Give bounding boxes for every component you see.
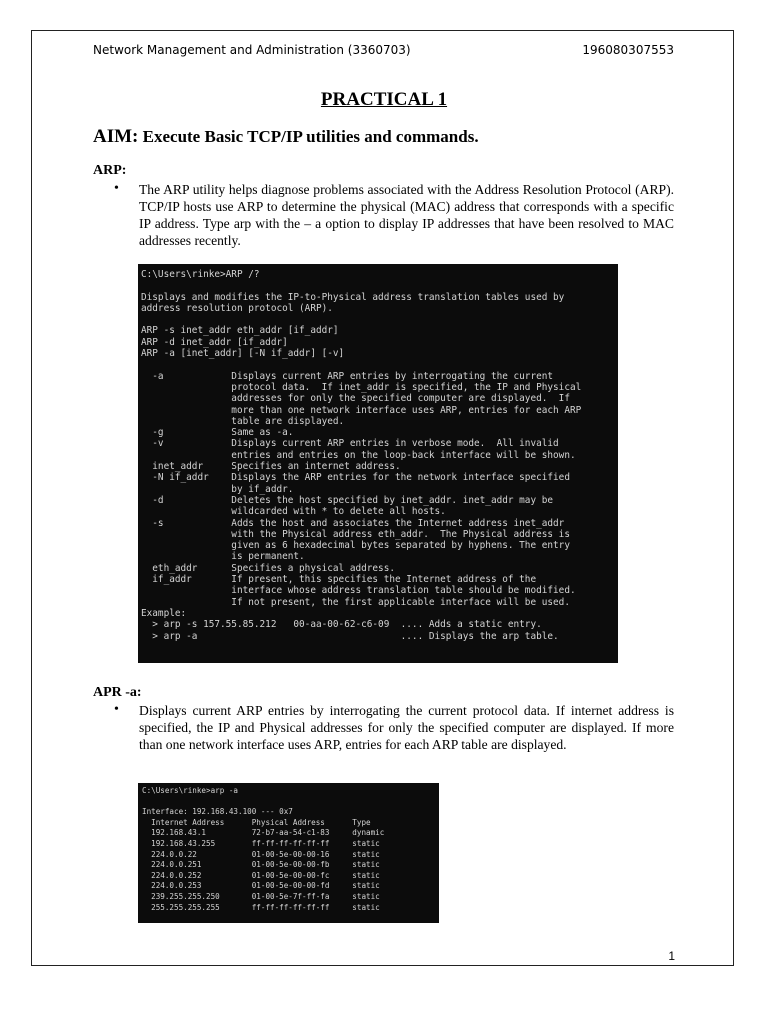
terminal-line: 255.255.255.255 ff-ff-ff-ff-ff-ff static <box>142 902 380 912</box>
terminal-line: Interface: 192.168.43.100 --- 0x7 <box>142 807 293 817</box>
terminal-line: -d Deletes the host specified by inet_addr. inet_addr may be <box>141 494 554 506</box>
section-heading-arp: ARP: <box>93 163 127 178</box>
terminal-line: If not present, the first applicable interface will be used. <box>141 596 570 608</box>
terminal-line: Displays and modifies the IP-to-Physical address translation tables used by <box>141 291 565 303</box>
terminal-line: C:\Users\rinke>ARP /? <box>141 269 260 280</box>
terminal-line: > arp -a .... Displays the arp table. <box>141 630 559 642</box>
terminal-line: with the Physical address eth_addr. The Physical address is <box>141 528 570 540</box>
terminal-screenshot-arp-help <box>138 264 618 663</box>
terminal-line: if_addr If present, this specifies the Internet address of the <box>141 574 537 586</box>
terminal-line: is permanent. <box>141 551 305 563</box>
terminal-line: given as 6 hexadecimal bytes separated by hyphens. The entry <box>141 540 570 552</box>
terminal-line: Internet Address Physical Address Type <box>142 817 371 827</box>
terminal-line <box>141 280 581 291</box>
terminal-line: address resolution protocol (ARP). <box>141 302 333 314</box>
terminal-line: 224.0.0.253 01-00-5e-00-00-fd static <box>142 881 380 891</box>
paragraph-arp-a: Displays current ARP entries by interrogating the current protocol data. If internet address is specified, the IP and Physical addresses for only the specified computer are displayed. If more than one network interface uses ARP, entries for each ARP table are displayed. <box>139 703 674 752</box>
terminal-line: -a Displays current ARP entries by interrogating the current <box>141 370 554 382</box>
terminal-screenshot-arp-a <box>138 783 439 923</box>
terminal-line: 192.168.43.255 ff-ff-ff-ff-ff-ff static <box>142 838 380 848</box>
page-title: PRACTICAL 1 <box>320 89 448 110</box>
terminal-line: by if_addr. <box>141 483 294 495</box>
terminal-output <box>142 786 384 913</box>
terminal-line: ARP -s inet_addr eth_addr [if_addr] <box>141 325 339 337</box>
terminal-line <box>142 797 384 808</box>
terminal-line: ARP -a [inet_addr] [-N if_addr] [-v] <box>141 348 345 360</box>
terminal-line <box>141 359 581 370</box>
header-enrollment-number: 196080307553 <box>582 43 674 57</box>
terminal-line: ARP -d inet_addr [if_addr] <box>141 336 288 348</box>
terminal-line: -s Adds the host and associates the Internet address inet_addr <box>141 517 565 529</box>
terminal-line: entries and entries on the loop-back interface will be shown. <box>141 449 576 461</box>
terminal-line: protocol data. If inet_addr is specified, the IP and Physical <box>141 381 582 393</box>
bullet-arp: • <box>114 181 119 196</box>
terminal-line: interface whose address translation table should be modified. <box>141 585 576 597</box>
terminal-line: inet_addr Specifies an internet address. <box>141 461 401 473</box>
terminal-line: 192.168.43.1 72-b7-aa-54-c1-83 dynamic <box>142 828 385 838</box>
paragraph-arp: The ARP utility helps diagnose problems associated with the Address Resolution Protocol (ARP). TCP/IP hosts use ARP to determine the physical (MAC) address that corresponds with a specific IP address. Type arp with the – a option to display IP addresses that have been resolved to MAC addresses recently. <box>139 182 674 248</box>
terminal-line: table are displayed. <box>141 415 345 427</box>
terminal-line: 224.0.0.22 01-00-5e-00-00-16 static <box>142 849 380 859</box>
aim-text: Execute Basic TCP/IP utilities and commands. <box>138 127 479 146</box>
section-heading-arp-a: APR -a: <box>93 685 142 700</box>
terminal-line <box>141 314 581 325</box>
terminal-line: -N if_addr Displays the ARP entries for the network interface specified <box>141 472 570 484</box>
terminal-line: C:\Users\rinke>arp -a <box>142 786 239 795</box>
terminal-line: Example: <box>141 607 187 619</box>
aim-line <box>93 126 479 148</box>
terminal-line: > arp -s 157.55.85.212 00-aa-00-62-c6-09 .... Adds a static entry. <box>141 619 542 631</box>
terminal-line: addresses for only the specified computer are displayed. If <box>141 393 570 405</box>
bullet-arp-a: • <box>114 702 119 717</box>
terminal-line: wildcarded with * to delete all hosts. <box>141 506 446 518</box>
terminal-line: more than one network interface uses ARP, entries for each ARP <box>141 404 582 416</box>
page-number: 1 <box>668 949 675 963</box>
terminal-line: -g Same as -a. <box>141 427 294 439</box>
aim-label: AIM: <box>93 126 139 147</box>
terminal-line: 224.0.0.252 01-00-5e-00-00-fc static <box>142 870 380 880</box>
terminal-output <box>141 269 581 642</box>
terminal-line: -v Displays current ARP entries in verbose mode. All invalid <box>141 438 559 450</box>
terminal-line: eth_addr Specifies a physical address. <box>141 562 395 574</box>
header-course: Network Management and Administration (3360703) <box>93 43 411 57</box>
terminal-line: 224.0.0.251 01-00-5e-00-00-fb static <box>142 860 380 870</box>
terminal-line: 239.255.255.250 01-00-5e-7f-ff-fa static <box>142 891 380 901</box>
